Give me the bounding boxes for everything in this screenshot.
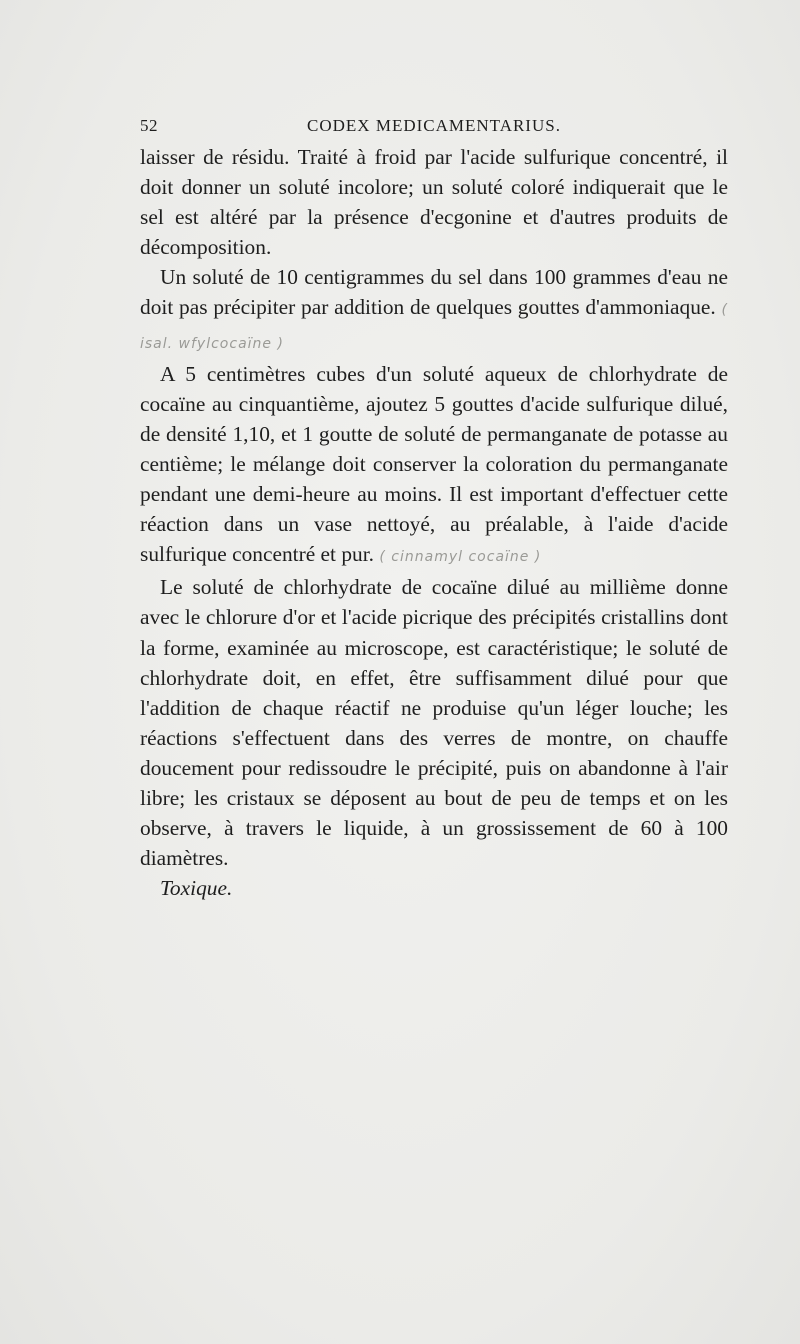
handwritten-annotation: ( cinnamyl cocaïne ) <box>379 549 542 566</box>
handwritten-annotation: ( isal. wfylcocaïne ) <box>140 302 728 352</box>
paragraph <box>140 572 728 873</box>
body-text <box>140 142 728 903</box>
closing-note: Toxique. <box>160 876 233 901</box>
paragraph <box>140 262 728 358</box>
page-number: 52 <box>140 116 158 135</box>
paragraph-text: Le soluté de chlorhydrate de cocaïne dilué au millième donne avec le chlorure d'or et l'acide picrique des précipités cristallins dont la forme, examinée au microscope, est caractéristique; le soluté de chlorhydrate doit, en effet, être suffisamment dilué pour que l'addition de chaque réactif ne produise qu'un léger louche; les réactions s'effectuent dans des verres de montre, on chauffe doucement pour redissoudre le précipité, puis on abandonne à l'air libre; les cristaux se déposent au bout de peu de temps et on les observe, à travers le liquide, à un grossissement de 60 à 100 diamètres. <box>140 575 728 871</box>
paragraph <box>140 142 728 262</box>
paragraph-text: laisser de résidu. Traité à froid par l'acide sulfurique concentré, il doit donner un soluté incolore; un soluté coloré indiquerait que le sel est altéré par la présence d'ecgonine et d'autres produits de décomposition. <box>140 145 728 260</box>
running-title: CODEX MEDICAMENTARIUS. <box>307 116 561 135</box>
page-header <box>140 116 728 140</box>
paragraph-text: Un soluté de 10 centigrammes du sel dans 100 grammes d'eau ne doit pas précipiter par addition de quelques gouttes d'ammoniaque. <box>140 265 728 320</box>
paragraph-text: A 5 centimètres cubes d'un soluté aqueux de chlorhydrate de cocaïne au cinquantième, ajoutez 5 gouttes d'acide sulfurique dilué, de densité 1,10, et 1 goutte de soluté de permanganate de potasse au centième; le mélange doit conserver la coloration du permanganate pendant une demi-heure au moins. Il est important d'effectuer cette réaction dans un vase nettoyé, au préalable, à l'aide d'acide sulfurique concentré et pur. <box>140 361 728 567</box>
paragraph <box>140 359 728 573</box>
